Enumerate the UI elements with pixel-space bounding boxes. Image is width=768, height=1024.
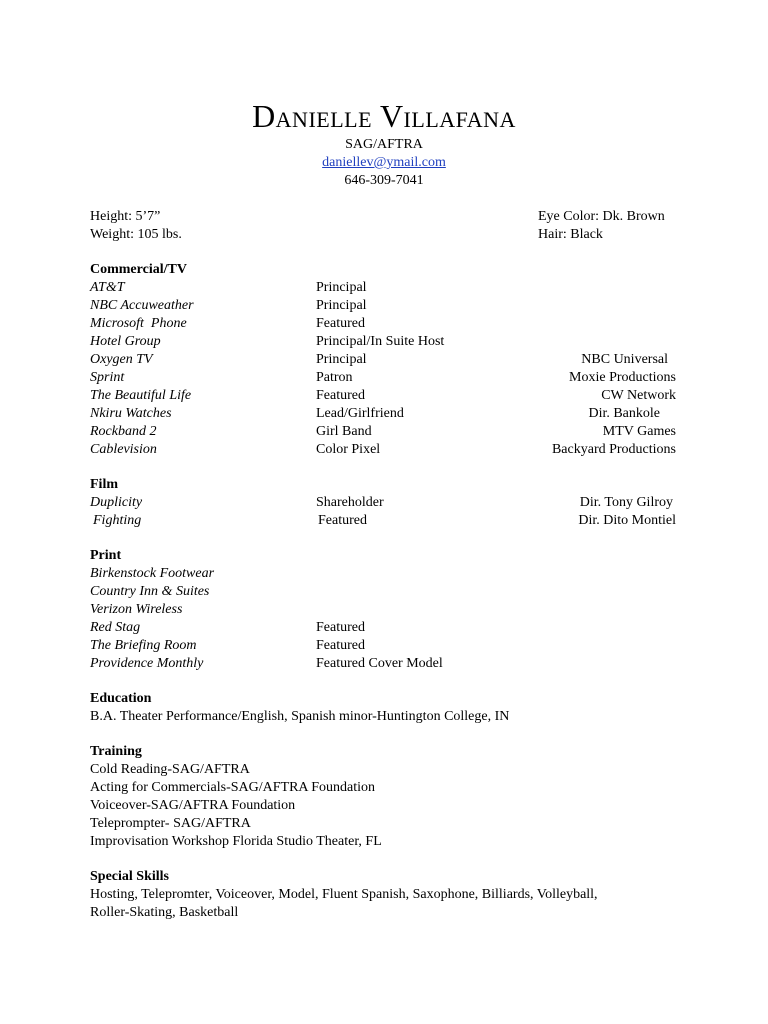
credit-row — [90, 369, 676, 387]
credit-row — [90, 279, 676, 297]
credit-row — [90, 333, 676, 351]
credit-row — [90, 387, 676, 405]
role-name: Featured Cover Model — [316, 656, 443, 671]
weight-stat: Weight: 105 lbs. — [90, 227, 182, 242]
training-line: Acting for Commercials-SAG/AFTRA Foundation — [90, 780, 376, 795]
credit-row — [90, 583, 676, 601]
project-name: Duplicity — [90, 495, 143, 510]
role-name: Shareholder — [316, 495, 384, 510]
role-name: Lead/Girlfriend — [316, 406, 404, 421]
project-name: NBC Accuweather — [90, 298, 194, 313]
credit-row — [90, 351, 676, 369]
credit-row — [90, 297, 676, 315]
print-list — [90, 565, 676, 673]
project-name: Cablevision — [90, 442, 157, 457]
skills-line: Hosting, Telepromter, Voiceover, Model, Fluent Spanish, Saxophone, Billiards, Volleyball, — [90, 887, 598, 902]
role-name: Color Pixel — [316, 442, 381, 457]
credit-row — [90, 601, 676, 619]
credit-name: Dir. Tony Gilroy — [579, 495, 673, 510]
film-list — [90, 494, 676, 530]
stats-block — [90, 208, 676, 244]
training-line: Teleprompter- SAG/AFTRA — [90, 816, 251, 831]
resume-header — [0, 96, 768, 190]
role-name: Featured — [316, 620, 365, 635]
credit-row — [90, 565, 676, 583]
actor-name: Danielle Villafana — [252, 98, 516, 134]
resume-body — [90, 208, 676, 922]
credit-row — [90, 494, 676, 512]
role-name: Girl Band — [316, 424, 372, 439]
project-name: AT&T — [90, 280, 125, 295]
project-name: Country Inn & Suites — [90, 584, 210, 599]
credit-name: NBC Universal — [581, 352, 668, 367]
commercial-heading: Commercial/TV — [90, 262, 187, 277]
training-heading: Training — [90, 744, 142, 759]
credit-name: Dir. Dito Montiel — [578, 513, 676, 528]
role-name: Principal/In Suite Host — [316, 334, 445, 349]
role-name: Featured — [316, 316, 365, 331]
phone-number: 646-309-7041 — [344, 173, 424, 188]
credit-row — [90, 441, 676, 459]
special-skills-heading: Special Skills — [90, 869, 169, 884]
education-line: B.A. Theater Performance/English, Spanish minor-Huntington College, IN — [90, 709, 510, 724]
credit-name: Dir. Bankole — [588, 406, 660, 421]
credit-row — [90, 619, 676, 637]
print-heading: Print — [90, 548, 122, 563]
project-name: Birkenstock Footwear — [90, 566, 215, 581]
credit-row — [90, 423, 676, 441]
credit-name: MTV Games — [602, 424, 676, 439]
role-name: Patron — [316, 370, 353, 385]
eye-color-stat: Eye Color: Dk. Brown — [538, 209, 665, 224]
height-stat: Height: 5’7” — [90, 209, 161, 224]
project-name: Fighting — [93, 513, 142, 528]
email-link[interactable]: daniellev@ymail.com — [322, 155, 446, 170]
role-name: Featured — [318, 513, 367, 528]
role-name: Featured — [316, 388, 365, 403]
skills-list — [90, 886, 676, 922]
training-line: Improvisation Workshop Florida Studio Theater, FL — [90, 834, 382, 849]
credit-name: Backyard Productions — [551, 442, 676, 457]
credit-name: Moxie Productions — [569, 370, 676, 385]
union-affiliation: SAG/AFTRA — [345, 137, 423, 152]
role-name: Principal — [316, 280, 367, 295]
credit-row — [90, 315, 676, 333]
training-line: Cold Reading-SAG/AFTRA — [90, 762, 250, 777]
credit-row — [90, 405, 676, 423]
project-name: Rockband 2 — [90, 424, 157, 439]
project-name: Microsoft Phone — [90, 316, 187, 331]
role-name: Principal — [316, 352, 367, 367]
training-line: Voiceover-SAG/AFTRA Foundation — [90, 798, 296, 813]
project-name: Nkiru Watches — [90, 406, 172, 421]
education-heading: Education — [90, 691, 152, 706]
project-name: The Briefing Room — [90, 638, 197, 653]
project-name: Verizon Wireless — [90, 602, 183, 617]
role-name: Principal — [316, 298, 367, 313]
training-list — [90, 761, 676, 851]
credit-row — [90, 512, 676, 530]
credit-name: CW Network — [601, 388, 676, 403]
credit-row — [90, 637, 676, 655]
skills-line: Roller-Skating, Basketball — [90, 905, 239, 920]
project-name: The Beautiful Life — [90, 388, 192, 403]
credit-row — [90, 655, 676, 673]
project-name: Sprint — [90, 370, 125, 385]
project-name: Hotel Group — [90, 334, 161, 349]
project-name: Oxygen TV — [90, 352, 153, 367]
role-name: Featured — [316, 638, 365, 653]
project-name: Providence Monthly — [90, 656, 204, 671]
film-heading: Film — [90, 477, 118, 492]
project-name: Red Stag — [90, 620, 141, 635]
hair-stat: Hair: Black — [538, 227, 603, 242]
commercial-list — [90, 279, 676, 459]
